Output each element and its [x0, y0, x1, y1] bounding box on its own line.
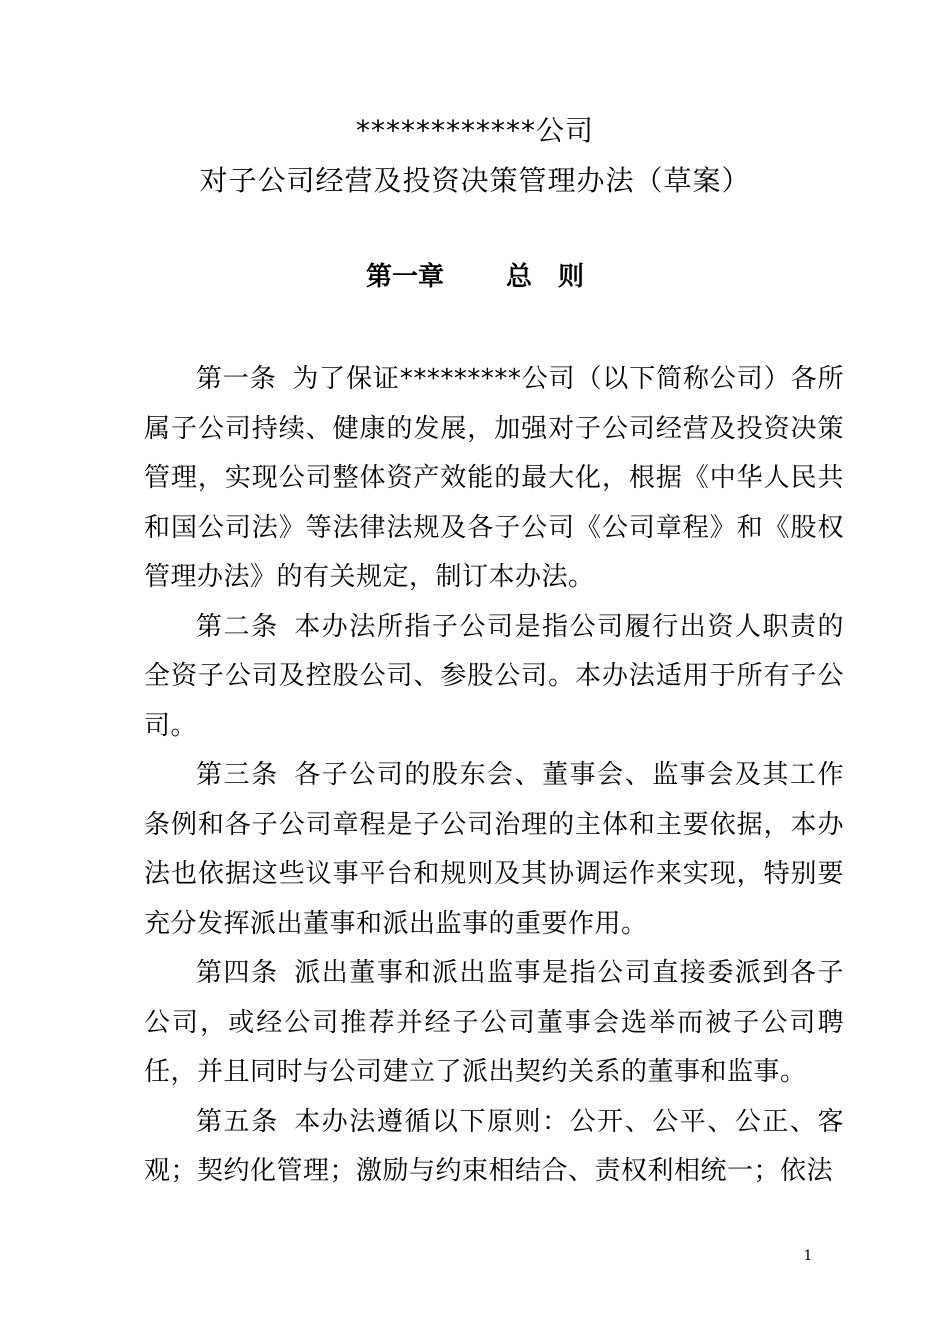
article-1 — [144, 355, 844, 603]
article-text: 本办法遵循以下原则：公开、公平、公正、客观；契约化管理；激励与约束相结合、责权利相统一；依法 — [144, 1106, 844, 1186]
chapter-title-part2: 则 — [558, 262, 585, 292]
article-text: 本办法所指子公司是指公司履行出资人职责的全资子公司及控股公司、参股公司。本办法适用于所有子公司。 — [144, 611, 844, 741]
chapter-title-part1: 总 — [505, 262, 532, 292]
article-4 — [144, 949, 844, 1098]
article-label: 第二条 — [196, 611, 279, 642]
article-label: 第四条 — [196, 958, 279, 988]
document-title: 对子公司经营及投资决策管理办法（草案） — [199, 164, 751, 197]
page-number: 1 — [803, 1248, 813, 1264]
article-label: 第五条 — [196, 1106, 279, 1137]
article-text: 各子公司的股东会、董事会、监事会及其工作条例和各子公司章程是子公司治理的主体和主要依据，本办法也依据这些议事平台和规则及其协调运作来实现，特别要充分发挥派出董事和派出监事的重要作用。 — [144, 760, 844, 939]
document-body — [144, 355, 844, 1197]
chapter-number: 第一章 — [365, 262, 444, 292]
article-5 — [144, 1098, 844, 1197]
article-text: 派出董事和派出监事是指公司直接委派到各子公司，或经公司推荐并经子公司董事会选举而被子公司聘任，并且同时与公司建立了派出契约关系的董事和监事。 — [144, 958, 844, 1087]
article-text: 为了保证*********公司（以下简称公司）各所属子公司持续、健康的发展，加强对子公司经营及投资决策管理，实现公司整体资产效能的最大化，根据《中华人民共和国公司法》等法律法规及各子公司《公司章程》和《股权管理办法》的有关规定，制订本办法。 — [144, 364, 844, 592]
article-label: 第三条 — [196, 760, 279, 790]
article-3 — [144, 751, 844, 949]
article-label: 第一条 — [196, 364, 277, 394]
article-2 — [144, 603, 844, 752]
chapter-heading — [0, 257, 950, 297]
document-company-title: ************公司 — [355, 114, 594, 147]
